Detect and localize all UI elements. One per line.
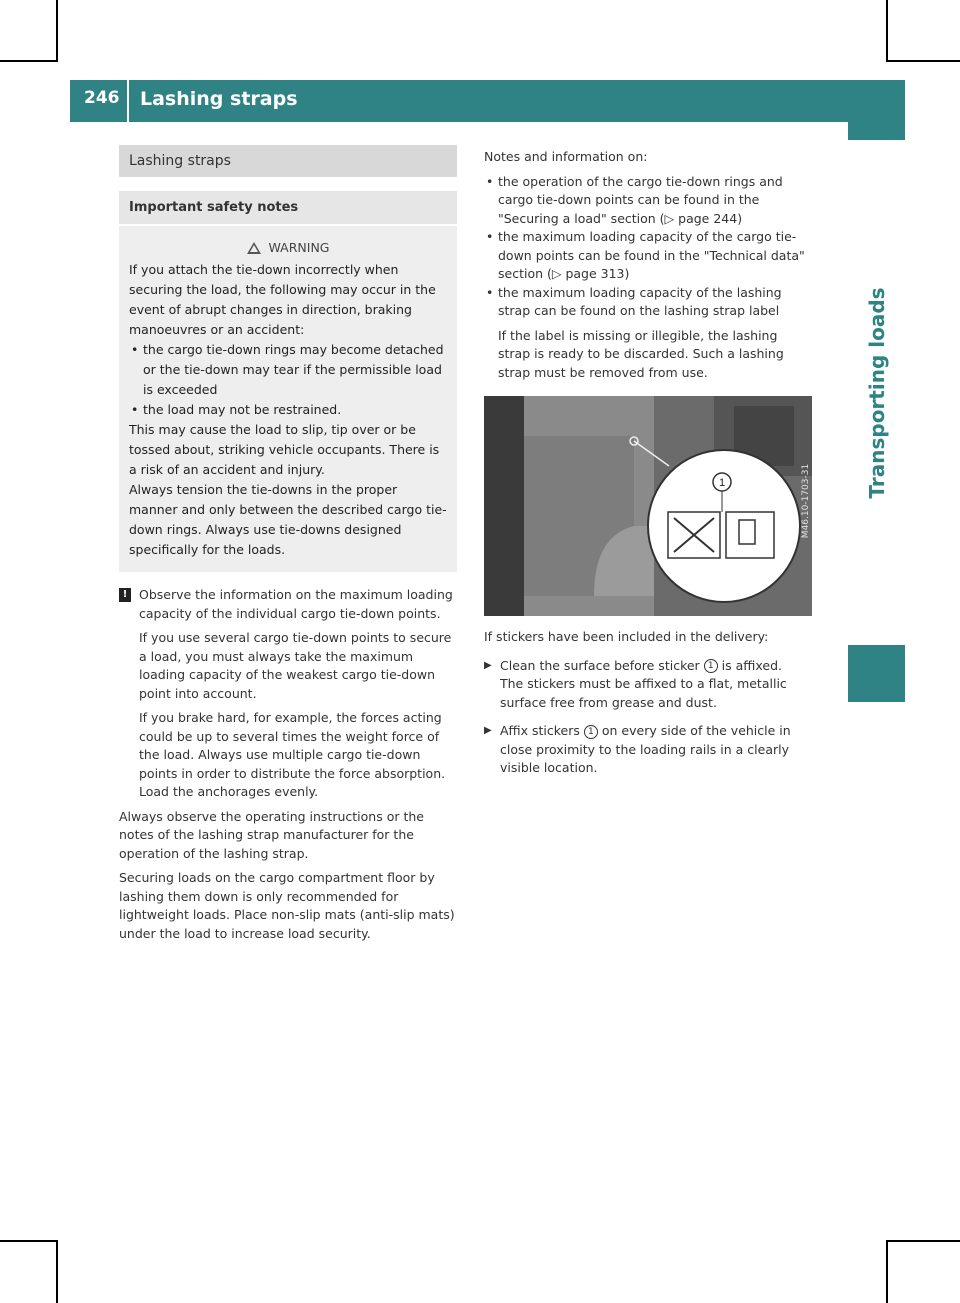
warning-instruction: Always tension the tie-downs in the proper manner and only between the described cargo tie-down rings. Always use tie-downs designed specifically for the loads.	[129, 482, 447, 557]
notes-bullet: • the maximum loading capacity of the lashing strap can be found on the lashing strap label	[484, 284, 812, 321]
callout-marker: 1	[704, 659, 718, 673]
crop-mark	[0, 60, 58, 62]
crop-mark	[56, 0, 58, 62]
note-lead: Observe the information on the maximum loading capacity of the individual cargo tie-down points.	[139, 587, 453, 621]
exclamation-icon: !	[119, 588, 131, 602]
warning-box	[119, 226, 457, 572]
warning-consequence: This may cause the load to slip, tip over or be tossed about, striking vehicle occupants. There is a risk of an accident and injury.	[129, 422, 440, 477]
label-note: If the label is missing or illegible, the lashing strap is ready to be discarded. Such a lashing strap must be removed from use.	[498, 327, 784, 380]
step-text: on every side of the vehicle in close proximity to the loading rails in a clearly visible location.	[500, 723, 791, 775]
crop-mark	[886, 0, 888, 62]
notes-bullet: • the maximum loading capacity of the cargo tie-down points can be found in the "Technical data" section (▷ page 313)	[484, 228, 812, 284]
note-paragraph: If you brake hard, for example, the forces acting could be up to several times the weight force of the load. Always use multiple cargo tie-down points in order to distribute the force absorption. Load the anchorages evenly.	[139, 710, 446, 799]
crop-mark	[0, 1240, 58, 1242]
cargo-area-illustration	[484, 396, 812, 616]
step-detail: The stickers must be affixed to a flat, metallic surface free from grease and dust.	[500, 676, 787, 710]
left-column	[119, 145, 457, 943]
side-tab-marker	[848, 645, 905, 702]
side-tab	[848, 140, 905, 645]
crop-mark	[886, 60, 960, 62]
figure-callout: 1	[718, 477, 726, 489]
right-column	[484, 148, 812, 778]
instruction-step	[484, 657, 812, 713]
subsection-title: Important safety notes	[119, 191, 457, 224]
warning-heading	[129, 238, 447, 258]
step-text: is affixed.	[721, 657, 782, 673]
crop-mark	[56, 1240, 58, 1303]
page-number: 246	[84, 88, 120, 108]
note-paragraph: If you use several cargo tie-down points to secure a load, you must always take the maximum loading capacity of the weakest cargo tie-down point into account.	[139, 630, 452, 701]
crop-mark	[886, 1240, 888, 1303]
warning-bullet: • the cargo tie-down rings may become detached or the tie-down may tear if the permissible load is exceeded	[129, 340, 447, 400]
side-tab-top	[848, 122, 905, 140]
step-text: Affix stickers	[500, 723, 580, 738]
side-tab-label: Transporting loads	[864, 286, 889, 499]
warning-label: WARNING	[268, 240, 330, 255]
callout-marker: 1	[584, 725, 598, 739]
stickers-intro: If stickers have been included in the delivery:	[484, 629, 769, 644]
warning-bullet: • the load may not be restrained.	[129, 400, 447, 420]
instruction-step	[484, 722, 812, 778]
body-paragraph: Always observe the operating instructions or the notes of the lashing strap manufacturer for the operation of the lashing strap.	[119, 808, 424, 861]
page-title: Lashing straps	[140, 88, 298, 110]
note-block	[119, 586, 457, 802]
figure-code: M46.10-1703-31	[800, 463, 811, 539]
header-divider	[127, 80, 129, 122]
body-paragraph: Securing loads on the cargo compartment floor by lashing them down is only recommended for lightweight loads. Place non-slip mats (anti-slip mats) under the load to increase load security.	[119, 870, 455, 941]
warning-triangle-icon	[247, 242, 261, 254]
section-title: Lashing straps	[119, 145, 457, 177]
notes-bullet: • the operation of the cargo tie-down rings and cargo tie-down points can be found in the "Securing a load" section (▷ page 244)	[484, 173, 812, 229]
step-text: Clean the surface before sticker	[500, 657, 700, 673]
crop-mark	[886, 1240, 960, 1242]
warning-intro: If you attach the tie-down incorrectly when securing the load, the following may occur in the event of abrupt changes in direction, braking manoeuvres or an accident:	[129, 262, 436, 337]
cargo-area-figure	[484, 396, 812, 616]
notes-intro: Notes and information on:	[484, 149, 648, 164]
